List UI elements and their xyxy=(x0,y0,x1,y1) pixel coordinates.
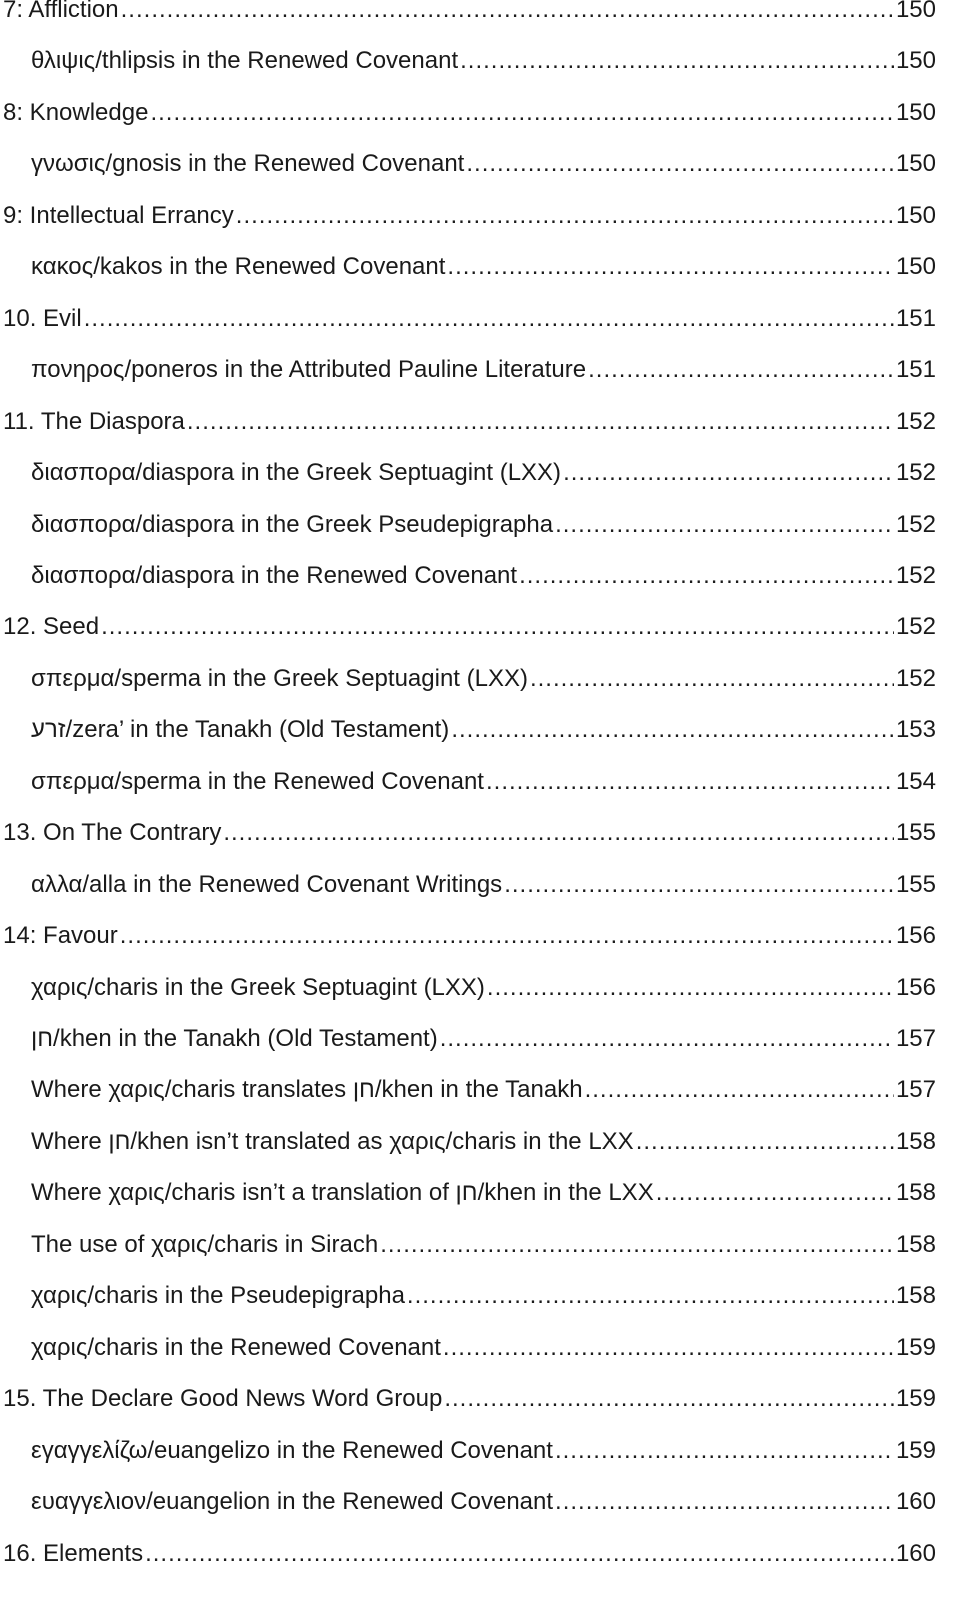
toc-section-entry[interactable] xyxy=(0,1425,936,1477)
toc-page-number: 152 xyxy=(895,407,936,435)
toc-dot-leader xyxy=(504,870,894,900)
toc-section-entry[interactable] xyxy=(0,756,936,808)
toc-entry-title: 8: Knowledge xyxy=(3,98,149,126)
toc-entry-title: σπερμα/sperma in the Greek Septuagint (LXX) xyxy=(31,664,528,692)
toc-page-number: 159 xyxy=(895,1436,936,1464)
toc-chapter-entry[interactable] xyxy=(0,601,936,653)
toc-section-entry[interactable] xyxy=(0,138,936,190)
toc-page-number: 150 xyxy=(895,150,936,178)
toc-section-entry[interactable] xyxy=(0,1219,936,1271)
toc-chapter-entry[interactable] xyxy=(0,190,936,242)
toc-dot-leader xyxy=(145,1539,894,1569)
toc-page-number: 150 xyxy=(895,201,936,229)
toc-entry-title: Where ‏חן‎/khen isn’t translated as χαρις/charis in the LXX xyxy=(31,1127,634,1155)
toc-entry-title: Where χαρις/charis translates ‏חן‎/khen in the Tanakh xyxy=(31,1076,583,1104)
toc-chapter-entry[interactable] xyxy=(0,1373,936,1425)
toc-dot-leader xyxy=(466,149,894,179)
toc-page-number: 151 xyxy=(895,356,936,384)
toc-page-number: 158 xyxy=(895,1230,936,1258)
toc-dot-leader xyxy=(486,767,894,797)
toc-chapter-entry[interactable] xyxy=(0,396,936,448)
toc-dot-leader xyxy=(530,664,894,694)
toc-dot-leader xyxy=(519,561,894,591)
toc-dot-leader xyxy=(380,1230,894,1260)
toc-entry-title: διασπορα/diaspora in the Greek Pseudepigrapha xyxy=(31,510,554,538)
toc-page-number: 155 xyxy=(895,819,936,847)
toc-entry-title: σπερμα/sperma in the Renewed Covenant xyxy=(31,767,484,795)
toc-entry-title: 14: Favour xyxy=(3,922,118,950)
toc-section-entry[interactable] xyxy=(0,499,936,551)
toc-page-number: 160 xyxy=(895,1488,936,1516)
toc-entry-title: χαρις/charis in the Greek Septuagint (LXX) xyxy=(31,973,485,1001)
toc-entry-title: αλλα/alla in the Renewed Covenant Writings xyxy=(31,870,503,898)
toc-section-entry[interactable] xyxy=(0,550,936,602)
toc-dot-leader xyxy=(407,1281,894,1311)
toc-dot-leader xyxy=(120,921,894,951)
toc-dot-leader xyxy=(443,1333,894,1363)
toc-entry-title: The use of χαρις/charis in Sirach xyxy=(31,1230,379,1258)
toc-entry-title: 15. The Declare Good News Word Group xyxy=(3,1385,443,1413)
toc-dot-leader xyxy=(555,510,894,540)
toc-entry-title: 7: Affliction xyxy=(3,0,119,23)
toc-page-number: 159 xyxy=(895,1385,936,1413)
toc-dot-leader xyxy=(656,1178,894,1208)
toc-page-number: 154 xyxy=(895,767,936,795)
toc-section-entry[interactable] xyxy=(0,35,936,87)
toc-dot-leader xyxy=(588,355,894,385)
toc-dot-leader xyxy=(487,973,894,1003)
toc-section-entry[interactable] xyxy=(0,1270,936,1322)
toc-entry-title: 10. Evil xyxy=(3,304,82,332)
toc-page-number: 152 xyxy=(895,664,936,692)
toc-entry-title: 12. Seed xyxy=(3,613,100,641)
toc-page-number: 158 xyxy=(895,1179,936,1207)
toc-dot-leader xyxy=(563,458,894,488)
toc-section-entry[interactable] xyxy=(0,241,936,293)
toc-page-number: 153 xyxy=(895,716,936,744)
toc-page-number: 156 xyxy=(895,973,936,1001)
toc-entry-title: διασπορα/diaspora in the Greek Septuagint (LXX) xyxy=(31,459,562,487)
toc-chapter-entry[interactable] xyxy=(0,293,936,345)
toc-dot-leader xyxy=(440,1024,894,1054)
toc-chapter-entry[interactable] xyxy=(0,1528,936,1580)
toc-section-entry[interactable] xyxy=(0,962,936,1014)
toc-dot-leader xyxy=(236,201,894,231)
toc-section-entry[interactable] xyxy=(0,1167,936,1219)
toc-dot-leader xyxy=(223,818,894,848)
toc-section-entry[interactable] xyxy=(0,653,936,705)
toc-section-entry[interactable] xyxy=(0,1116,936,1168)
toc-page-number: 157 xyxy=(895,1025,936,1052)
toc-page-number: 151 xyxy=(895,304,936,332)
toc-chapter-entry[interactable] xyxy=(0,910,936,962)
toc-page-number: 158 xyxy=(895,1127,936,1155)
toc-section-entry[interactable] xyxy=(0,1013,936,1065)
toc-page-number: 155 xyxy=(895,870,936,898)
toc-page-number: 157 xyxy=(895,1076,936,1104)
toc-chapter-entry[interactable] xyxy=(0,0,936,36)
toc-dot-leader xyxy=(84,304,894,334)
toc-dot-leader xyxy=(451,715,894,745)
toc-page-number: 150 xyxy=(895,47,936,75)
toc-page-number: 150 xyxy=(895,253,936,281)
toc-dot-leader xyxy=(101,612,894,642)
toc-entry-title: ‏חן‎/khen in the Tanakh (Old Testament) xyxy=(31,1025,438,1052)
toc-page-number: 158 xyxy=(895,1282,936,1310)
toc-page-number: 152 xyxy=(895,613,936,641)
toc-section-entry[interactable] xyxy=(0,1064,936,1116)
toc-section-entry[interactable] xyxy=(0,344,936,396)
toc-entry-title: γνωσις/gnosis in the Renewed Covenant xyxy=(31,150,465,178)
toc-entry-title: πονηρος/poneros in the Attributed Pauline Literature xyxy=(31,356,587,384)
toc-entry-title: Where χαρις/charis isn’t a translation of ‏חן‎/khen in the LXX xyxy=(31,1179,654,1207)
toc-entry-title: ‏זרע‎/zera’ in the Tanakh (Old Testament) xyxy=(31,716,450,744)
toc-dot-leader xyxy=(121,0,894,25)
toc-page-number: 150 xyxy=(895,98,936,126)
toc-dot-leader xyxy=(555,1436,894,1466)
toc-entry-title: χαρις/charis in the Renewed Covenant xyxy=(31,1333,441,1361)
toc-section-entry[interactable] xyxy=(0,704,936,756)
toc-section-entry[interactable] xyxy=(0,859,936,911)
toc-page-number: 156 xyxy=(895,922,936,950)
toc-entry-title: 16. Elements xyxy=(3,1539,144,1567)
toc-entry-title: χαρις/charis in the Pseudepigrapha xyxy=(31,1282,405,1310)
toc-entry-title: εγαγγελίζω/euangelizo in the Renewed Covenant xyxy=(31,1436,553,1464)
toc-entry-title: θλιψις/thlipsis in the Renewed Covenant xyxy=(31,47,459,75)
toc-dot-leader xyxy=(444,1384,894,1414)
toc-entry-title: 11. The Diaspora xyxy=(3,407,185,435)
toc-chapter-entry[interactable] xyxy=(0,87,936,139)
toc-entry-title: 13. On The Contrary xyxy=(3,819,222,847)
toc-dot-leader xyxy=(636,1127,894,1157)
toc-section-entry[interactable] xyxy=(0,1322,936,1374)
toc-dot-leader xyxy=(150,98,894,128)
toc-entry-title: διασπορα/diaspora in the Renewed Covenant xyxy=(31,561,518,589)
toc-page-number: 152 xyxy=(895,510,936,538)
toc-section-entry[interactable] xyxy=(0,1476,936,1528)
toc-dot-leader xyxy=(460,46,894,76)
toc-page-number: 150 xyxy=(895,0,936,23)
toc-page-number: 152 xyxy=(895,561,936,589)
toc-entry-title: ευαγγελιον/euangelion in the Renewed Covenant xyxy=(31,1488,554,1516)
toc-entry-title: 9: Intellectual Errancy xyxy=(3,201,234,229)
toc-dot-leader xyxy=(187,407,894,437)
toc-dot-leader xyxy=(447,252,894,282)
toc-page-number: 160 xyxy=(895,1539,936,1567)
toc-chapter-entry[interactable] xyxy=(0,807,936,859)
toc-dot-leader xyxy=(555,1487,894,1517)
toc-dot-leader xyxy=(585,1075,894,1105)
toc-page-number: 152 xyxy=(895,459,936,487)
toc-entry-title: κακος/kakos in the Renewed Covenant xyxy=(31,253,446,281)
toc-page-number: 159 xyxy=(895,1333,936,1361)
toc-section-entry[interactable] xyxy=(0,447,936,499)
